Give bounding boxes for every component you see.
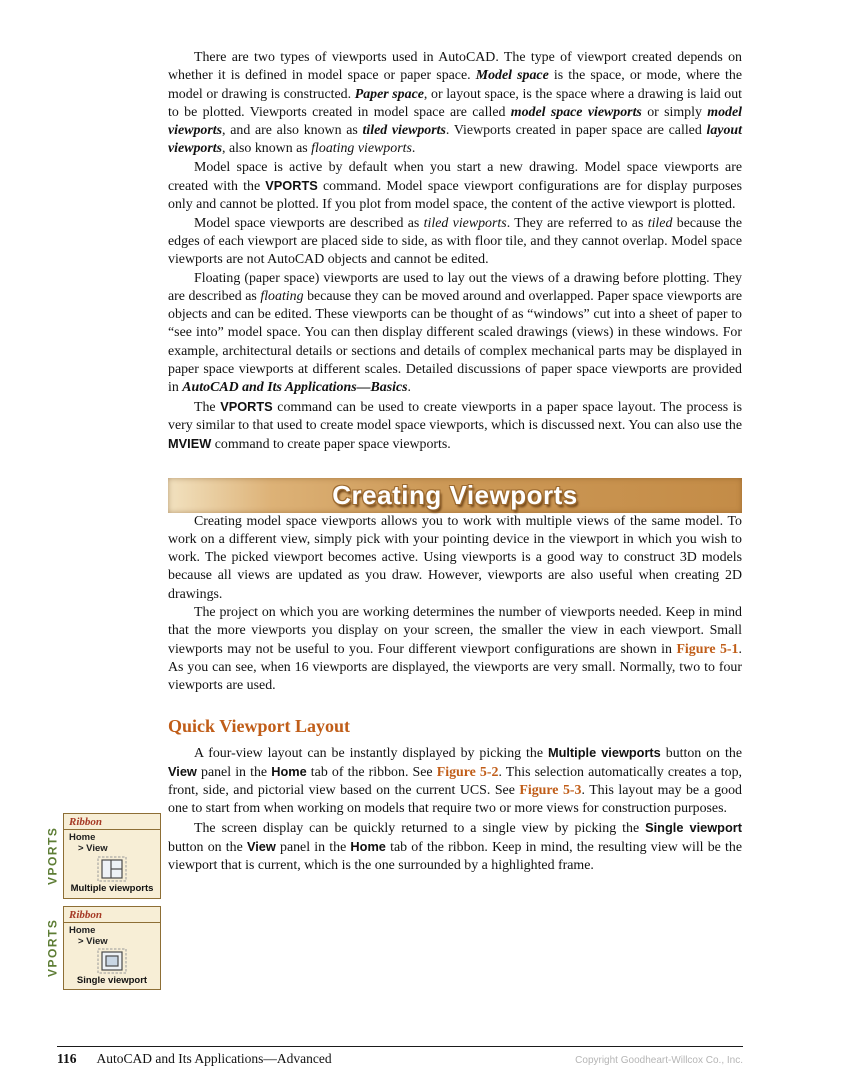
multiple-viewports-icon bbox=[64, 854, 160, 883]
emphasized-term: floating bbox=[260, 288, 304, 304]
command-name: View bbox=[246, 838, 276, 854]
command-name: VPORTS bbox=[220, 398, 273, 414]
single-viewport-icon bbox=[64, 947, 160, 975]
text-run: panel in the bbox=[275, 839, 351, 855]
ribbon-button-label: Multiple viewports bbox=[70, 883, 154, 894]
main-text-column bbox=[168, 49, 742, 876]
paragraph bbox=[168, 159, 742, 215]
paragraph bbox=[168, 270, 742, 398]
text-run: is the space, or mode, where the model or drawing is constructed. bbox=[168, 68, 742, 102]
text-run: There are two types of viewports used in AutoCAD. The type of viewport created depends on whether it is defined in model space or paper space. bbox=[168, 50, 742, 84]
ribbon-path-panel: > View bbox=[78, 936, 108, 947]
text-run: because they can be moved around and overlapped. Paper space viewports are objects and can be edited. These viewports can be thought of as “windows” cut into a sheet of paper to “see into” model space. You can then display different scaled drawings (views) in these windows. For example, architectural details or sections and details of complex mechanical parts may be displayed in paper space viewports at different scales. Detailed discussions of paper space viewports are provided in bbox=[168, 288, 742, 396]
text-run: The project on which you are working determines the number of viewports needed. Keep in mind that the more viewports you display on your screen, the smaller the view in each viewport. Small viewports may not be useful to you. Four different viewport configurations are shown in bbox=[168, 605, 742, 657]
ribbon-reference-multiple-viewports bbox=[42, 813, 161, 899]
subsection-title: Quick Viewport Layout bbox=[168, 715, 351, 736]
emphasized-term: model viewports bbox=[168, 104, 743, 139]
command-name: Home bbox=[271, 763, 307, 779]
ribbon-path-panel: > View bbox=[78, 843, 108, 854]
ribbon-path bbox=[64, 830, 160, 854]
text-run: tab of the ribbon. See bbox=[306, 764, 437, 780]
command-name: View bbox=[168, 763, 197, 779]
command-label-vertical: VPORTS bbox=[45, 826, 60, 886]
command-name: Home bbox=[350, 838, 386, 854]
ribbon-heading: Ribbon bbox=[64, 814, 160, 830]
emphasized-term: tiled bbox=[647, 215, 673, 231]
text-run: Floating (paper space) viewports are used to lay out the views of a drawing before plotting. They are described as bbox=[168, 270, 742, 304]
ribbon-path-tab: Home bbox=[69, 832, 96, 843]
emphasized-term: Model space bbox=[475, 68, 549, 84]
paragraph bbox=[168, 744, 742, 819]
text-run: , also known as bbox=[222, 141, 312, 157]
figure-reference: Figure 5-1 bbox=[676, 641, 739, 657]
ribbon-path-tab: Home bbox=[69, 925, 96, 936]
emphasized-term: model space viewports bbox=[510, 104, 642, 120]
command-label-vertical: VPORTS bbox=[45, 918, 60, 978]
text-run: . Viewports created in paper space are called bbox=[445, 123, 707, 139]
emphasized-term: Paper space bbox=[354, 86, 424, 102]
text-run: . This layout may be a good one to start from when working on models that require two or more views for construction purposes. bbox=[168, 783, 743, 817]
text-run: , or layout space, is the space where a drawing is laid out to be plotted. Viewports created in model space are called bbox=[168, 86, 743, 120]
page-number: 116 bbox=[57, 1051, 77, 1066]
text-run: , and are also known as bbox=[222, 123, 363, 139]
text-run: command. Model space viewport configurations are for display purposes only and cannot be plotted. If you plot from model space, the content of the active viewport is plotted. bbox=[168, 179, 742, 213]
figure-reference: Figure 5-2 bbox=[436, 764, 499, 780]
book-title: AutoCAD and Its Applications—Advanced bbox=[96, 1051, 332, 1066]
command-name: MVIEW bbox=[168, 436, 212, 452]
ribbon-button-label: Single viewport bbox=[76, 975, 148, 986]
text-run: . bbox=[407, 380, 412, 396]
copyright-notice: Copyright Goodheart-Willcox Co., Inc. bbox=[575, 1055, 743, 1066]
footer-rule bbox=[57, 1046, 743, 1047]
text-run: tab of the ribbon. Keep in mind, the resulting view will be the viewport that is current, which is the one surrounded by a highlighted frame. bbox=[168, 839, 742, 874]
ribbon-reference-box bbox=[63, 813, 161, 899]
text-run: Model space viewports are described as bbox=[194, 215, 424, 231]
page-footer bbox=[57, 1051, 743, 1067]
text-run: The bbox=[194, 399, 221, 415]
command-name: VPORTS bbox=[265, 178, 318, 194]
text-run: . They are referred to as bbox=[506, 215, 648, 231]
section-title: Creating Viewports bbox=[332, 479, 578, 510]
text-run: because the edges of each viewport are placed side to side, as with floor tile, and they cannot overlap. Model space viewports are not AutoCAD objects and cannot be edited. bbox=[168, 215, 743, 268]
emphasized-term: tiled viewports bbox=[423, 215, 507, 231]
paragraph bbox=[168, 215, 742, 270]
figure-reference: Figure 5-3 bbox=[519, 783, 582, 799]
emphasized-term: floating viewports bbox=[311, 141, 412, 157]
text-run: The screen display can be quickly returned to a single view by picking the bbox=[194, 820, 646, 836]
text-run: A four-view layout can be instantly displayed by picking the bbox=[194, 745, 548, 761]
paragraph bbox=[168, 49, 742, 159]
emphasized-term: layout viewports bbox=[168, 123, 742, 157]
text-run: button on the bbox=[660, 745, 743, 761]
text-run: Creating model space viewports allows you to work with multiple views of the same model. To work on a different view, simply pick with your pointing device in the viewport in which you wish to work. The picked viewport becomes active. Using viewports is a good way to construct 3D models because all views are updated as you draw. However, viewports are also useful when creating 2D drawings. bbox=[168, 513, 742, 602]
text-run: . This selection automatically creates a top, front, side, and pictorial view based on the current UCS. See bbox=[168, 764, 742, 799]
text-run: . As you can see, when 16 viewports are displayed, the viewports are very small. Normally, two to four viewports are used. bbox=[168, 641, 742, 694]
ribbon-reference-box bbox=[63, 906, 161, 990]
emphasized-term: tiled viewports bbox=[362, 123, 446, 139]
emphasized-term: AutoCAD and Its Applications—Basics bbox=[182, 380, 408, 396]
text-run: . bbox=[411, 141, 416, 157]
text-run: command can be used to create viewports in a paper space layout. The process is very similar to that used to create model space viewports, which is discussed next. You can also use the bbox=[168, 399, 742, 433]
section-heading-banner bbox=[168, 478, 742, 513]
text-run: Model space is active by default when you start a new drawing. Model space viewports are created with the bbox=[168, 159, 742, 195]
paragraph bbox=[168, 398, 742, 455]
command-name: Multiple viewports bbox=[547, 744, 661, 760]
paragraph bbox=[168, 604, 742, 695]
paragraph bbox=[168, 819, 742, 876]
ribbon-heading: Ribbon bbox=[64, 907, 160, 923]
text-run: panel in the bbox=[196, 764, 272, 780]
paragraph bbox=[168, 513, 742, 604]
ribbon-path bbox=[64, 923, 160, 947]
text-run: or simply bbox=[641, 104, 708, 120]
text-run: button on the bbox=[168, 839, 247, 855]
ribbon-reference-single-viewport bbox=[42, 906, 161, 990]
text-run: command to create paper space viewports. bbox=[211, 437, 451, 453]
command-name: Single viewport bbox=[645, 819, 742, 835]
